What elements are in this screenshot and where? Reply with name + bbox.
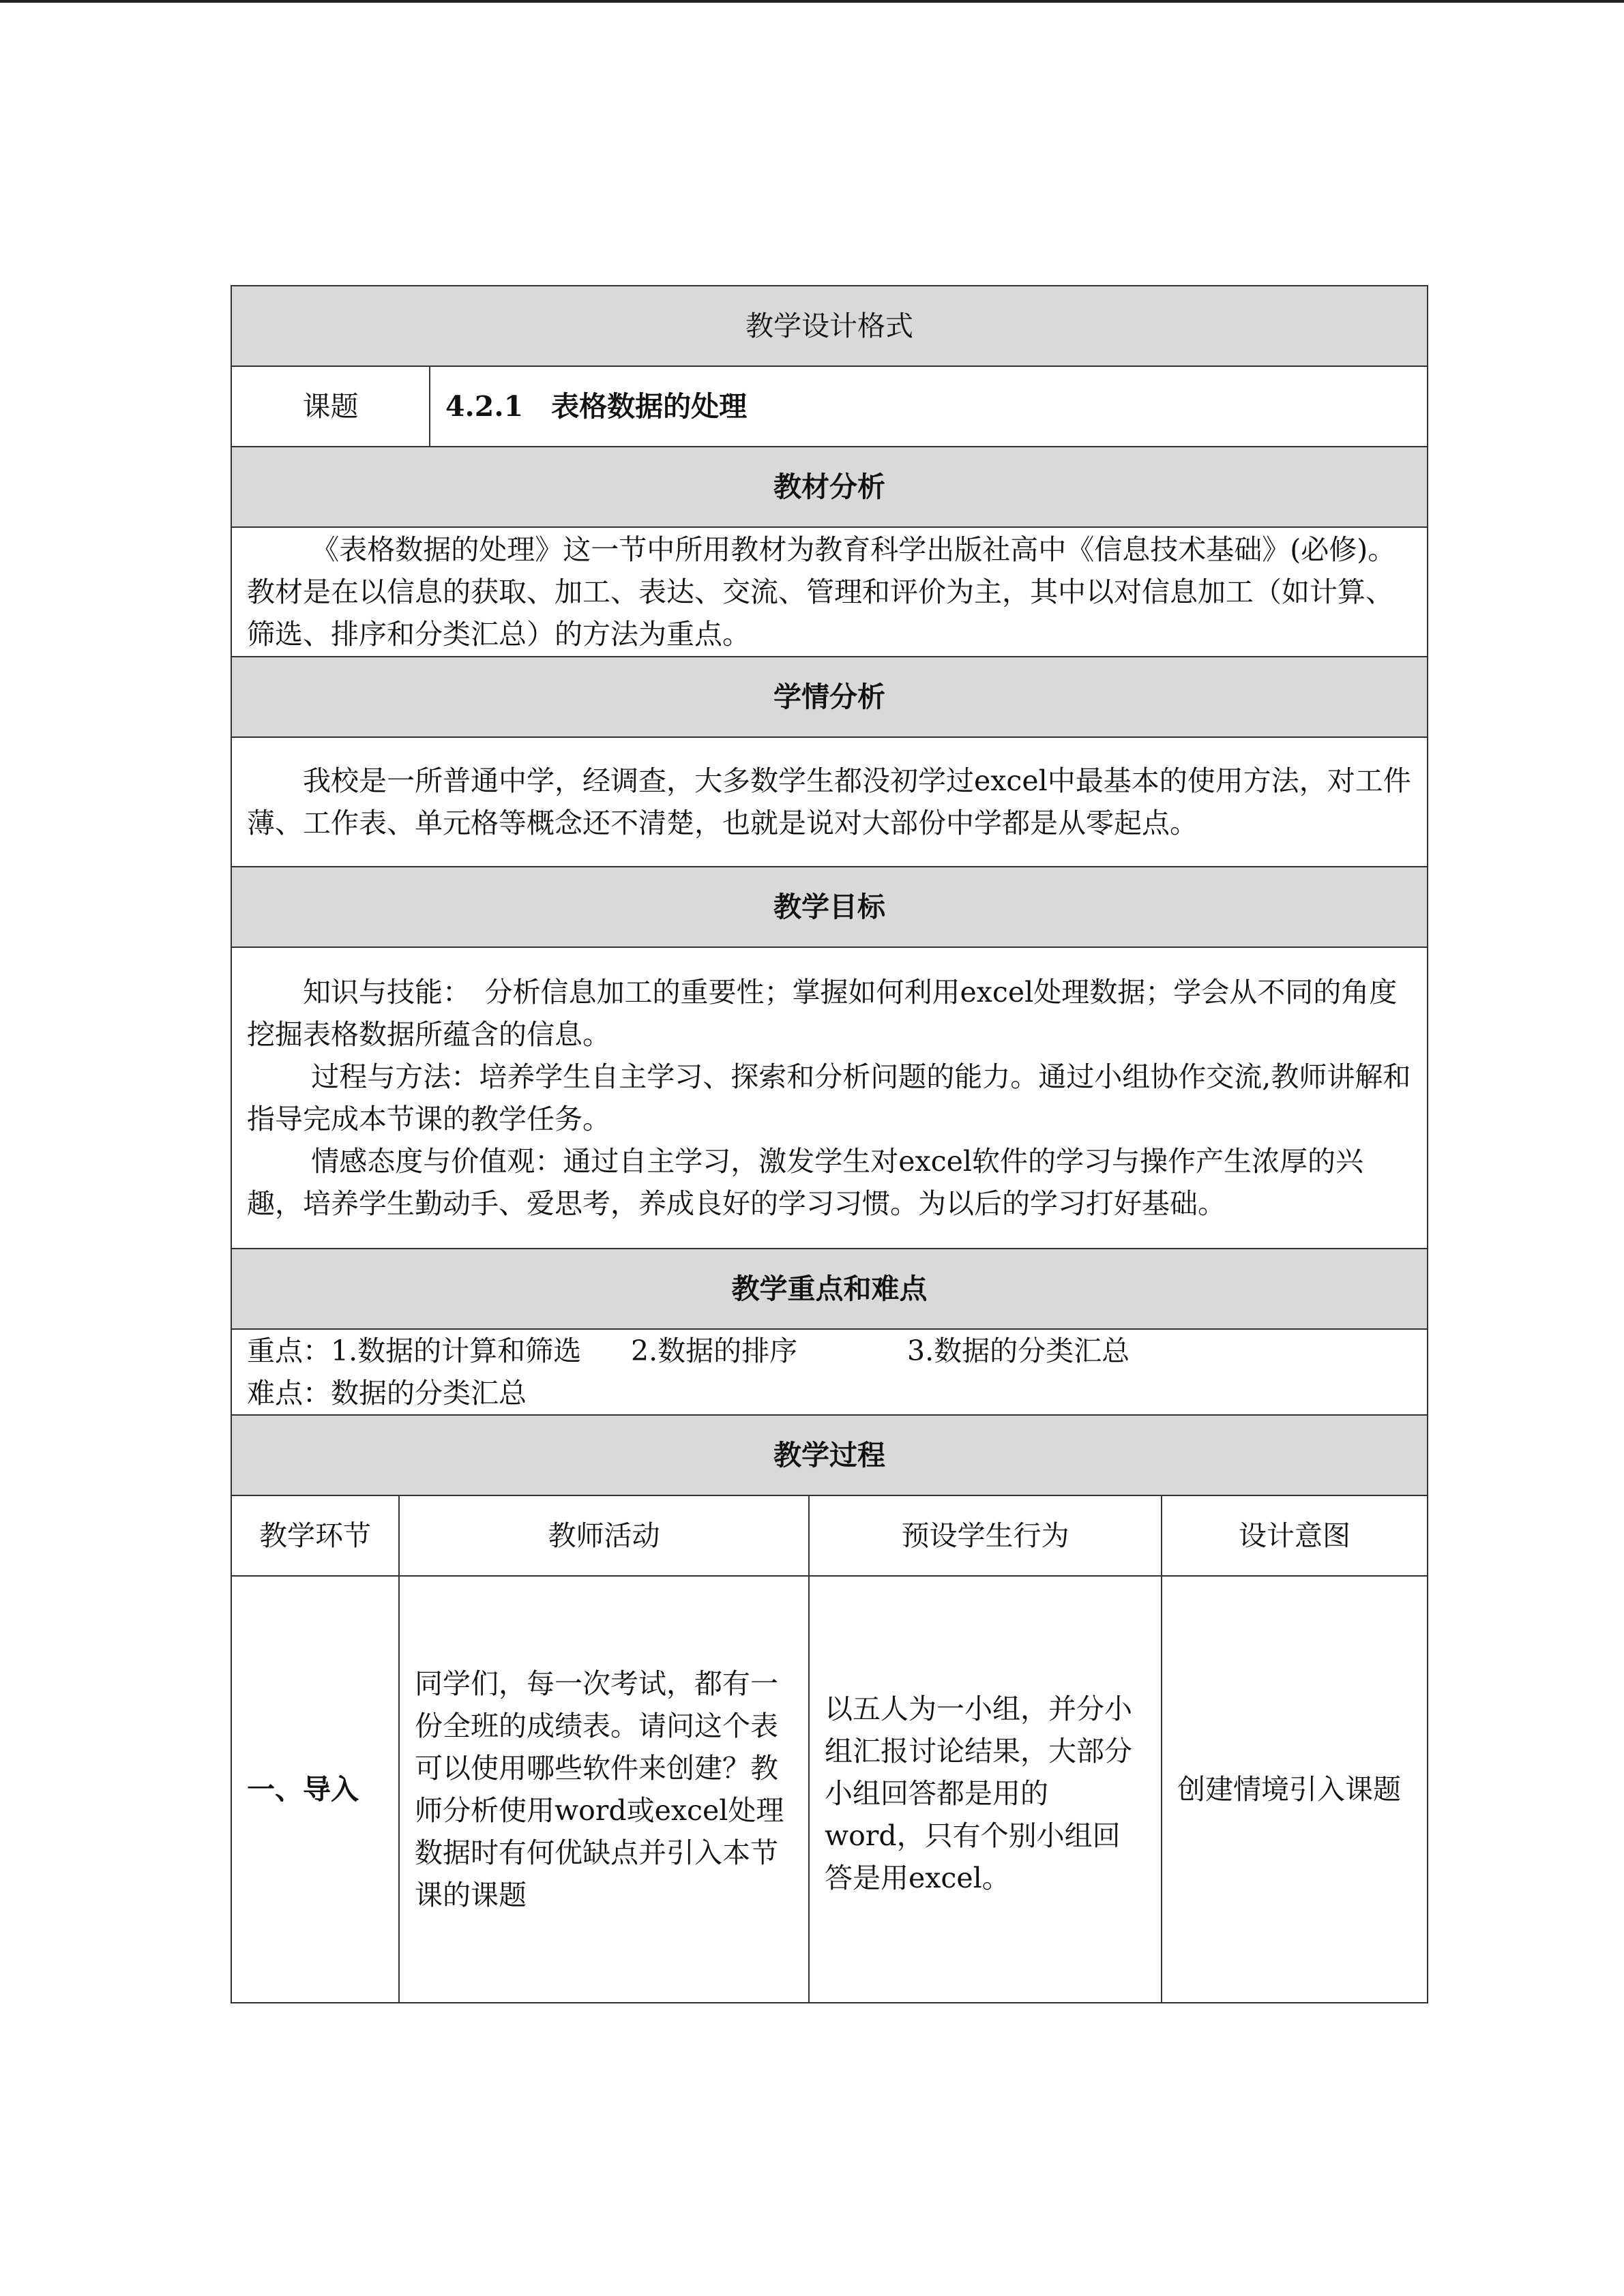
document-title: 教学设计格式: [231, 286, 1428, 366]
learner-analysis-body: [231, 737, 1428, 867]
teacher-activity-cell: 同学们，每一次考试，都有一份全班的成绩表。请问这个表可以使用哪些软件来创建？教师分析使用word或excel处理数据时有何优缺点并引入本节课的课题: [399, 1576, 809, 2003]
material-analysis-text: 《表格数据的处理》这一节中所用教材为教育科学出版社高中《信息技术基础》(必修)。教材是在以信息的获取、加工、表达、交流、管理和评价为主，其中以对信息加工（如计算、筛选、排序和分类汇总）的方法为重点。: [247, 533, 1396, 651]
teaching-goals-body: [231, 947, 1428, 1249]
topic-label: 课题: [231, 366, 430, 447]
column-header-design-intent: 设计意图: [1162, 1495, 1428, 1576]
lesson-design-table: [231, 285, 1428, 2003]
key-points-line: [247, 1330, 1412, 1372]
difficulty-line: 难点：数据的分类汇总: [247, 1377, 527, 1410]
lesson-design-document: [231, 285, 1427, 2003]
key-point-2: 2.数据的排序: [631, 1335, 798, 1367]
material-analysis-heading: 教材分析: [231, 447, 1428, 527]
teaching-goals-heading: 教学目标: [231, 867, 1428, 947]
column-header-student-behavior: 预设学生行为: [809, 1495, 1162, 1576]
goal-process-methods: 过程与方法：培养学生自主学习、探索和分析问题的能力。通过小组协作交流,教师讲解和指导完成本节课的教学任务。: [247, 1060, 1411, 1135]
page-top-border: [0, 0, 1624, 3]
goal-knowledge-skills: 知识与技能： 分析信息加工的重要性；掌握如何利用excel处理数据；学会从不同的角度挖掘表格数据所蕴含的信息。: [247, 976, 1398, 1051]
key-point-1: 1.数据的计算和筛选: [331, 1335, 582, 1367]
table-row: [231, 1576, 1428, 2003]
material-analysis-body: [231, 527, 1428, 657]
learner-analysis-heading: 学情分析: [231, 657, 1428, 737]
key-point-3: 3.数据的分类汇总: [907, 1335, 1130, 1367]
keypoints-body: [231, 1329, 1428, 1415]
student-behavior-cell: 以五人为一小组，并分小组汇报讨论结果，大部分小组回答都是用的word，只有个别小组回答是用excel。: [809, 1576, 1162, 2003]
stage-cell: 一、导入: [231, 1576, 399, 2003]
keypoints-heading: 教学重点和难点: [231, 1249, 1428, 1329]
topic-value: 4.2.1 表格数据的处理: [430, 366, 1428, 447]
column-header-stage: 教学环节: [231, 1495, 399, 1576]
design-intent-cell: 创建情境引入课题: [1162, 1576, 1428, 2003]
key-points-label: 重点：: [247, 1335, 331, 1367]
learner-analysis-text: 我校是一所普通中学，经调查，大多数学生都没初学过excel中最基本的使用方法，对工件薄、工作表、单元格等概念还不清楚，也就是说对大部份中学都是从零起点。: [247, 764, 1411, 839]
process-heading: 教学过程: [231, 1415, 1428, 1495]
column-header-teacher-activity: 教师活动: [399, 1495, 809, 1576]
goal-attitude-values: 情感态度与价值观：通过自主学习，激发学生对excel软件的学习与操作产生浓厚的兴趣，培养学生勤动手、爱思考，养成良好的学习习惯。为以后的学习打好基础。: [247, 1145, 1364, 1220]
